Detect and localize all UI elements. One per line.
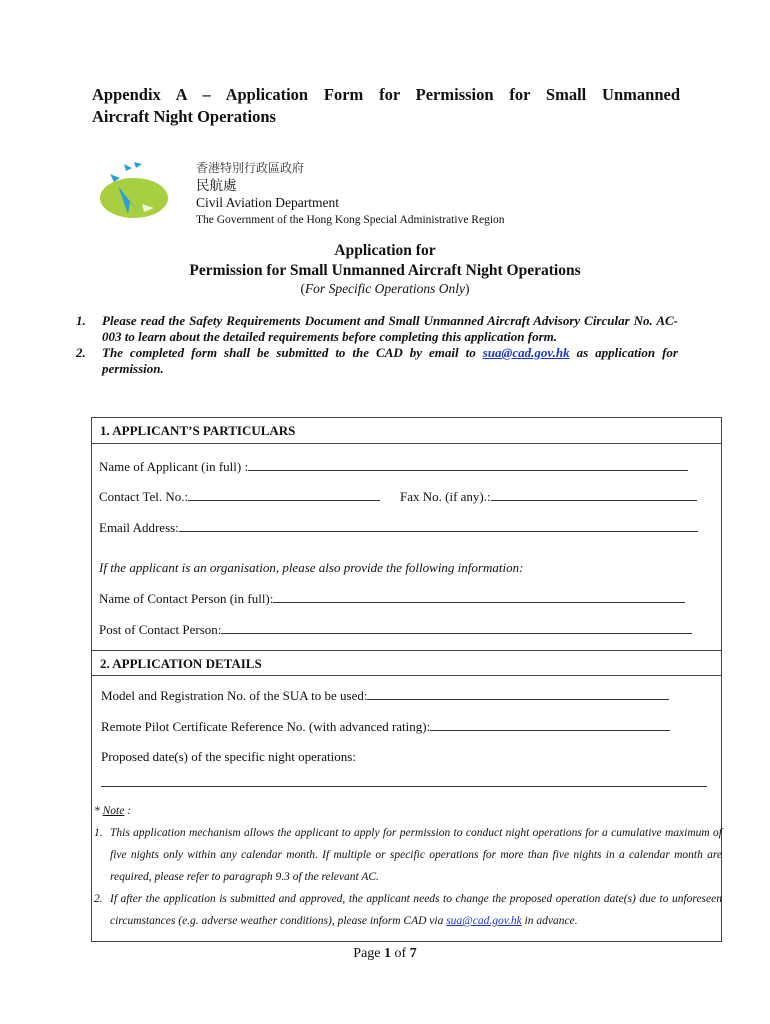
instruction-text-part: The completed form shall be submitted to the CAD by email to: [102, 345, 483, 360]
instruction-2: [76, 345, 678, 377]
instruction-text: [102, 345, 678, 377]
contact-post-label: Post of Contact Person:: [99, 622, 222, 637]
note-star: *: [94, 805, 100, 817]
paren-close: ): [465, 281, 470, 296]
note-heading: [92, 800, 724, 822]
fax-label: Fax No. (if any).:: [400, 489, 491, 504]
appendix-title-line1: Appendix A – Application Form for Permission for Small Unmanned: [92, 85, 680, 104]
instructions: [76, 313, 678, 377]
instruction-text: Please read the Safety Requirements Document and Small Unmanned Aircraft Advisory Circular No. AC-003 to learn about the detailed requirements before completing this application form.: [102, 313, 678, 344]
email-row: [99, 519, 698, 536]
form-scope-text: For Specific Operations Only: [304, 281, 466, 296]
model-row: [101, 687, 669, 704]
note-text-part: in advance.: [521, 915, 578, 927]
applicant-name-label: Name of Applicant (in full) :: [99, 459, 249, 474]
dates-row: [101, 774, 707, 791]
form-subject: Permission for Small Unmanned Aircraft Night Operations: [189, 262, 581, 279]
form-scope: [0, 281, 770, 297]
form-heading: Application for: [334, 242, 436, 259]
model-label: Model and Registration No. of the SUA to be used:: [101, 688, 368, 703]
contact-post-row: [99, 621, 692, 638]
page-current: 1: [384, 946, 392, 961]
applicant-name-field[interactable]: [248, 458, 688, 471]
email-label: Email Address:: [99, 520, 179, 535]
pilot-cert-row: [101, 718, 670, 735]
contact-post-field[interactable]: [221, 621, 692, 634]
note-item-1: [92, 822, 724, 888]
note-text: [110, 888, 724, 932]
application-form: [91, 417, 722, 942]
pilot-cert-field[interactable]: [430, 718, 670, 731]
fax-row: [400, 488, 697, 505]
model-field[interactable]: [367, 687, 669, 700]
cad-logo: [98, 156, 170, 226]
org-block: [196, 160, 505, 228]
contact-tel-label: Contact Tel. No.:: [99, 489, 189, 504]
note-text-part: If after the application is submitted and approved, the applicant needs to change the proposed operation date(s) due to unforeseen circumstances (e.g. adverse weather conditions), please inform CAD via: [110, 893, 722, 927]
appendix-title-line2: Aircraft Night Operations: [92, 107, 276, 126]
org-zh-cad: 民航處: [196, 178, 237, 193]
appendix-title: [92, 84, 680, 128]
note-email-link[interactable]: sua@cad.gov.hk: [446, 915, 522, 927]
contact-person-field[interactable]: [273, 590, 685, 603]
contact-person-row: [99, 590, 685, 607]
section-1-header: 1. APPLICANT’S PARTICULARS: [92, 418, 721, 444]
page-number: [0, 946, 770, 962]
instruction-number: 2.: [76, 345, 86, 360]
org-zh-government: 香港特別行政區政府: [196, 161, 305, 175]
instruction-1: [76, 313, 678, 345]
page-of: of: [391, 946, 410, 961]
fax-field[interactable]: [491, 488, 697, 501]
dates-label: Proposed date(s) of the specific night operations:: [101, 749, 356, 764]
org-en-cad: Civil Aviation Department: [196, 195, 339, 210]
section-2-header: 2. APPLICATION DETAILS: [92, 650, 721, 676]
applicant-name-row: [99, 458, 688, 475]
contact-tel-field[interactable]: [188, 488, 380, 501]
note-item-2: [92, 888, 724, 932]
email-field[interactable]: [179, 519, 698, 532]
organisation-note: If the applicant is an organisation, please also provide the following information:: [99, 560, 524, 575]
pilot-cert-label: Remote Pilot Certificate Reference No. (with advanced rating):: [101, 719, 431, 734]
note-section: [92, 800, 724, 932]
instruction-number: 1.: [76, 313, 86, 328]
note-text: This application mechanism allows the applicant to apply for permission to conduct night operations for a cumulative maximum of five nights only within any calendar month. If multiple or specific operations for more than five nights in a calendar month are required, please refer to paragraph 9.3 of the relevant AC.: [110, 827, 722, 883]
page-total: 7: [409, 946, 417, 961]
note-label: Note: [102, 805, 125, 817]
note-number: 1.: [94, 827, 103, 839]
page-prefix: Page: [353, 946, 385, 961]
contact-tel-row: [99, 488, 380, 505]
org-government: The Government of the Hong Kong Special Administrative Region: [196, 214, 505, 226]
dates-field[interactable]: [101, 774, 707, 787]
note-number: 2.: [94, 893, 103, 905]
contact-person-label: Name of Contact Person (in full):: [99, 591, 274, 606]
note-colon: :: [124, 805, 132, 817]
email-link[interactable]: sua@cad.gov.hk: [482, 345, 570, 360]
instruction-text-part: as application for permission.: [102, 345, 678, 376]
paren-open: (: [300, 281, 305, 296]
